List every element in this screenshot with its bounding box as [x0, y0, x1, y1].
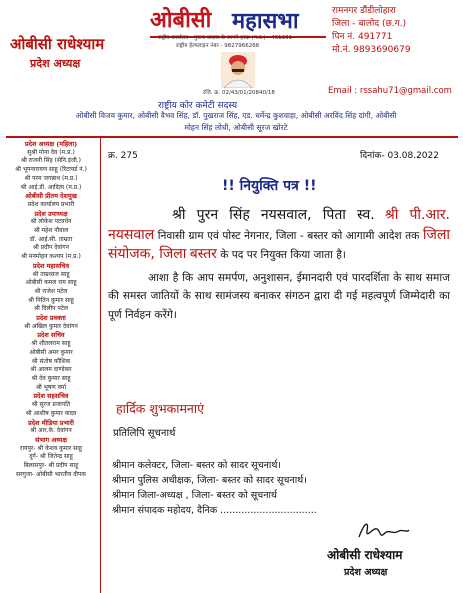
sidebar-member: श्री दिलीप पटेल — [34, 305, 68, 313]
sender-designation: प्रदेश अध्यक्ष — [30, 57, 81, 70]
sidebar-member: श्री देव कुमार साहू — [31, 374, 71, 382]
sidebar-member: श्री अखिल कुमार देवांगन — [24, 322, 78, 330]
appointment-paragraph — [108, 206, 450, 265]
sidebar-member: श्री आर.के. देवांगन — [30, 427, 72, 435]
sidebar-member: दुर्ग- श्री जितेन्द्र साहू — [29, 453, 73, 461]
address-line: पिन नं. 491771 — [332, 32, 393, 42]
office-bearers-sidebar — [4, 140, 98, 479]
sidebar-member: रायपुर- श्री केशव कुमार साहू — [20, 444, 82, 452]
father-name: श्री पी.आर. नयसवाल — [108, 207, 450, 243]
sidebar-member: श्री राजेश पटेल — [34, 287, 68, 295]
sidebar-heading: प्रदेश महासचिव — [32, 261, 70, 270]
cc-list — [112, 458, 317, 518]
address-block — [332, 5, 411, 57]
cc-heading: प्रतिलिपि सूचनार्थ — [113, 428, 176, 439]
sidebar-member: श्री आई.डी. आदित्य (म.प्र.) — [20, 183, 82, 191]
sidebar-heading: संभाग अध्यक्ष — [35, 435, 67, 444]
leader-portrait-icon — [221, 52, 255, 88]
sidebar-member: श्री भूपनारायण साहू (रिटायर्ड नं.) — [15, 166, 87, 174]
sidebar-heading: ओबीसी प्रीतम देशमुख — [25, 192, 77, 201]
address-line: मो.नं. 9893690679 — [332, 45, 411, 55]
sidebar-member: श्री लोकेश पटवर्धन — [30, 218, 72, 226]
sidebar-member: प्रदेश कार्यालय प्रभारी — [27, 200, 75, 208]
signatory-designation: प्रदेश अध्यक्ष — [344, 567, 388, 578]
sidebar-heading: प्रदेश सचिव — [37, 331, 65, 340]
address-line: जिला - बालोद (छ.ग.) — [332, 19, 407, 29]
appointment-text: के पद पर नियुक्त किया जाता है। — [216, 249, 346, 261]
post-district: बस्तर — [189, 246, 217, 262]
cc-item: श्रीमान जिला-अध्यक्ष , जिला- बस्तर को सूचनार्थ — [112, 490, 278, 501]
office-address: राष्ट्रीय कार्यालय - पुराना बाज़ार के सामने हरदा (म.प्र.) - 461331 — [158, 35, 293, 41]
signatory-name: ओबीसी राधेश्याम — [327, 548, 403, 562]
greeting: हार्दिक शुभकामनाएं — [116, 401, 205, 416]
reference-number: क्र. 275 — [108, 151, 138, 161]
order-text: जिला - बस्तर को आगामी आदेश तक — [275, 229, 423, 242]
sidebar-heading: प्रदेश मीडिया प्रभारी — [28, 418, 74, 427]
sidebar-member: श्री नितिन कुमार साहू — [28, 296, 74, 304]
cc-item: श्रीमान कलेक्टर, जिला- बस्तर को सादर सूचनार्थ। — [112, 460, 282, 471]
sidebar-heading: प्रदेश उपाध्यक्ष — [34, 209, 68, 218]
sidebar-member: श्री शीतलराम साहू — [31, 340, 71, 348]
sidebar-member: श्री आलम दाण्डेकर — [30, 366, 72, 374]
sidebar-heading: प्रदेश अध्यक्ष (महिला) — [24, 140, 78, 148]
sidebar-member: डॉ. आई.सी. ताम्रता — [29, 235, 73, 243]
sidebar-heading: प्रदेश सहसचिव — [33, 392, 69, 401]
sidebar-member: ओबीसी कमल राम साहू — [25, 279, 77, 287]
sidebar-member: श्री आशीष कुमार यादव — [25, 409, 77, 417]
cc-item: श्रीमान पुलिस अधीक्षक, जिला- बस्तर को सादर सूचनार्थ। — [112, 475, 307, 486]
sidebar-member: श्री राजनी सिंह (सेनि.इंजी.) — [20, 157, 82, 165]
letter-date: दिनांक- 03.08.2022 — [360, 151, 439, 161]
sidebar-member: श्री सूरज प्रजापति — [31, 401, 71, 409]
sidebar-divider — [100, 138, 101, 593]
header-divider — [6, 136, 458, 138]
sender-name: ओबीसी राधेश्याम — [10, 35, 105, 53]
registration-number: रजि. क्र. 02/43/01/20840/18 — [203, 90, 275, 96]
patrons-line: ओबीसी विजय कुमार, ओबीसी वैभव सिंह, डॉ. पुखराज सिंह, एड. धर्मेन्द्र कुशवाहा, ओबीसी अरविंद सिंह दांगी, ओबीसी — [75, 111, 397, 120]
sidebar-member: श्री भूषण वर्मा — [35, 383, 67, 391]
address-line: रामनगर डौंडीलोहारा — [332, 6, 396, 16]
logo-text-obc: ओबीसी — [150, 7, 212, 33]
sidebar-member: श्री ताम्रध्वज साहू — [32, 270, 70, 278]
sidebar-member: श्री संतोष कौशिक — [31, 357, 71, 365]
residence-text: निवासी ग्राम एवं पोस्ट नेगनार, — [154, 229, 273, 242]
patrons-list — [26, 110, 446, 134]
sidebar-member: सरगुजा- ओबीसी भारतीय दीपक — [16, 470, 86, 478]
helpline: राष्ट्रीय हेल्पलाइन नंबर - 9827966266 — [176, 43, 260, 49]
logo-text-mahasabha: महासभा — [232, 8, 299, 34]
committee-title: राष्ट्रीय कोर कमेटी सदस्य — [158, 101, 238, 111]
sidebar-member: श्री महेश नौवाल — [33, 227, 69, 235]
letter-title: !! नियुक्ति पत्र !! — [222, 178, 317, 194]
sidebar-member: श्री मनमोहन कश्यप (म.प्र.) — [21, 253, 81, 261]
expectation-paragraph: आशा है कि आप समर्पण, अनुशासन, ईमानदारी एवं पारदर्शिता के साथ समाज की समस्त जातियों के साथ सामंजस्य बनाकर संगठन द्वारा दी गई महत्वपूर्ण जिम्मेदारी का पूर्ण निर्वहन करेंगे। — [108, 271, 450, 321]
cc-item: श्रीमान संपादक महोदय, दैनिक ................................ — [112, 505, 317, 516]
sidebar-member: बिलासपुर- श्री प्रदीप साहू — [23, 462, 79, 470]
email-text: Email : rssahu71@gmail.com — [328, 86, 452, 96]
signature-icon — [355, 519, 411, 543]
patrons-line: मोहन सिंह लोधी, ओबीसी सूरज खोरटे — [184, 123, 288, 132]
sidebar-member: ओबीसी अमर कुमार — [29, 348, 73, 356]
sidebar-heading: प्रदेश प्रवक्ता — [36, 314, 66, 323]
post-title: जिला संयोजक, जिला — [108, 226, 450, 262]
appointee-name: श्री पुरन सिंह नयसवाल, पिता स्व. — [172, 207, 375, 223]
sidebar-member: सुश्री मोना देव (म.प्र.) — [27, 148, 75, 156]
sidebar-member: श्री प्रदीप देवांगन — [33, 244, 69, 252]
letter-body — [108, 206, 450, 324]
sidebar-member: श्री परम जगन्नाथ (म.प्र.) — [24, 174, 78, 182]
